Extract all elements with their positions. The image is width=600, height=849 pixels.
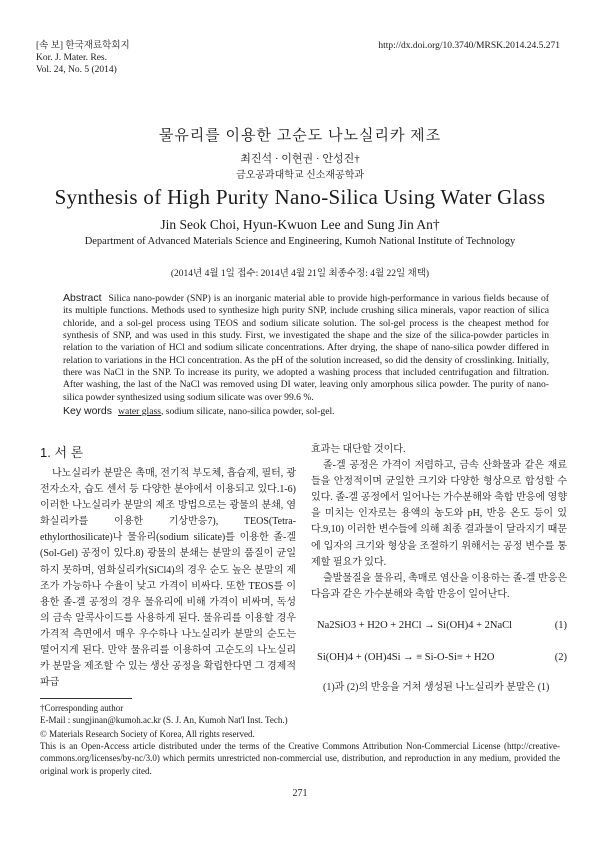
equation-1-text: Na2SiO3 + H2O + 2HCl → Si(OH)4 + 2NaCl [317,619,513,631]
equation-2 [311,650,567,666]
submission-dates: (2014년 4월 1일 접수: 2014년 4월 21일 최종수정: 4월 22일 채택) [170,269,430,279]
keyword-first: water glass [118,406,161,417]
keywords [63,405,549,417]
abstract-label: Abstract [63,292,102,304]
equation-1 [311,618,567,634]
equation-1-number: (1) [554,619,567,631]
paragraph: 졸-겔 공정은 가격이 저렴하고, 금속 산화물과 같은 재료들을 안정적이며 균일한 크기와 다양한 형상으로 합성할 수 있다. 졸-겔 공정에서 일어나는 가수분해와 축합 반응에 영향을 미치는 인자로는 용액의 농도와 pH, 반응 온도 등이 있다.9,10) 이러한 변수들에 의해 최종 결과물이 달라지기 때문에 입자의 크기와 형상을 조절하기 위해서는 공정 변수를 통제할 필요가 있다. [311,460,567,568]
title-korean: 물유리를 이용한 고순도 나노실리카 제조 [158,128,442,144]
keywords-label: Key words [63,405,113,417]
corresponding-author: †Corresponding author [40,703,124,713]
journal-name-kr: [속 보] 한국재료학회지 [36,41,130,51]
footnote-divider [40,698,132,699]
journal-header [36,40,130,76]
author-email: E-Mail : sungjinan@kumoh.ac.kr (S. J. An, Kumoh Nat'l Inst. Tech.) [40,715,288,725]
paragraph: (1)과 (2)의 반응을 거쳐 생성된 나노실리카 분말은 (1) [323,681,550,693]
copyright-line: © Materials Research Society of Korea, All rights reserved. [40,729,255,739]
authors-english: Jin Seok Choi, Hyun-Kwuon Lee and Sung Jin An† [160,217,440,232]
affiliation-korean: 금오공과대학교 신소재공학과 [235,170,365,181]
equation-2-text: Si(OH)4 + (OH)4Si → ≡ Si-O-Si≡ + H2O [317,651,495,663]
journal-volume: Vol. 24, No. 5 (2014) [36,65,117,75]
right-column [311,442,567,696]
paragraph: 출발물질을 물유리, 촉매로 염산을 이용하는 졸-겔 반응은 다음과 같은 가수분해와 축합 반응이 일어난다. [311,572,567,600]
keywords-rest: , sodium silicate, nano-silica powder, sol-gel. [160,406,335,417]
paragraph: 효과는 대단할 것이다. [311,444,406,455]
journal-name-en: Kor. J. Mater. Res. [36,53,107,63]
title-english: Synthesis of High Purity Nano-Silica Using Water Glass [54,185,546,209]
affiliation-english: Department of Advanced Materials Science and Engineering, Kumoh National Institute of Technology [84,236,516,247]
doi-link[interactable]: http://dx.doi.org/10.3740/MRSK.2014.24.5.271 [378,41,560,51]
section-title-introduction: 1. 서 론 [40,445,84,460]
page-number: 271 [292,788,308,799]
left-column-text: 나노실리카 분말은 촉매, 전기적 부도체, 흡습제, 필터, 광전자소자, 습도 센서 등 다양한 분야에서 이용되고 있다.1-6) 이러한 나노실리카 분말의 제조 방법으로는 광물의 분쇄, 염화실리카를 이용한 기상반응7), TEOS(Tetra-ethylorthosilicate)나 물유리(sodium silicate)를 이용한 졸-겔(Sol-Gel) 공정이 있다.8) 광물의 분쇄는 분말의 품질이 균일하지 못하며, 염화실리카(SiCl4)의 경우 순도 높은 분말의 제조가 가능하나 수율이 낮고 가격이 비싸다. 또한 TEOS를 이용한 졸-겔 공정의 경우 물유리에 비해 가격이 비싸며, 독성의 금속 알콕사이드를 사용하게 된다. 물유리를 이용할 경우 가격적 측면에서 매우 우수하나 나노실리카 분말의 순도는 떨어지게 된다. 만약 물유리를 이용하여 고순도의 나노실리카 분말을 제조할 수 있는 생산 공정을 확립한다면 그 경제적 파급 [40,468,296,689]
abstract-text: Silica nano-powder (SNP) is an inorganic material able to provide high-performance in various fields because of its multiple functions. Methods used to synthesize high purity SNP, include crushing silica minerals, vapor reaction of silica chloride, and a sol-gel process using TEOS and sodium silicate solution. The sol-gel process is the cheapest method for synthesis of SNP, and was used in this study. First, we investigated the shape and the size of the silica-powder particles in relation to the variation of HCl and sodium silicate concentrations. After drying, the shape of nano-silica powder differed in relation to variations in the HCl concentration. As the pH of the solution increased, so did the density of crosslinking. Initially, there was NaCl in the SNP. To increase its purity, we adopted a washing process that included centrifugation and filtration. After washing, the last of the NaCl was removed using DI water, leaving only amorphous silica powder. The purity of nano-silica powder synthesized using sodium silicate was over 99.6 %. [63,293,549,403]
license-text: This is an Open-Access article distributed under the terms of the Creative Commons Attribution Non-Commercial License (http://creative-commons.org/licenses/by-nc/3.0) which permits unrestricted non-commercial use, distribution, and reproduction in any medium, provided the original work is properly cited. [40,741,560,776]
authors-korean: 최진석 · 이현권 · 안성진† [240,153,360,165]
copyright-notice [40,728,560,777]
abstract [63,292,549,404]
equation-2-number: (2) [554,651,567,663]
